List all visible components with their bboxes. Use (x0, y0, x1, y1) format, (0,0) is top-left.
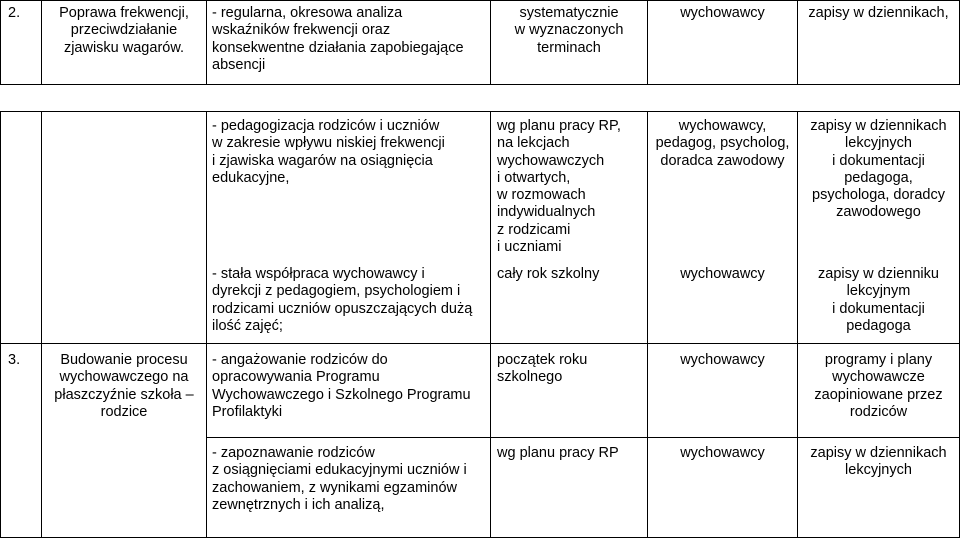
activity-timing (497, 352, 587, 387)
activity-evidence (798, 5, 959, 22)
description-line: rodzicami uczniów opuszczających dużą (212, 300, 473, 317)
description-line: - pedagogizacja rodziców i uczniów (212, 118, 440, 134)
activity-evidence (798, 352, 959, 421)
timing-line: systematycznie (519, 5, 619, 21)
timing-line: w wyznaczonych (514, 22, 624, 39)
evidence-line: pedagoga (846, 317, 911, 334)
col-border-4b (647, 111, 648, 538)
timing-line: na lekcjach (497, 135, 570, 152)
evidence-line: zapisy w dziennikach (810, 445, 947, 461)
timing-line: terminach (537, 39, 601, 56)
description-line: - angażowanie rodziców do (212, 352, 388, 368)
activity-responsible (648, 352, 797, 369)
activity-timing (491, 5, 647, 57)
activity-timing (497, 118, 621, 256)
evidence-line: zawodowego (836, 204, 921, 221)
table-border-bottom (0, 537, 960, 538)
task-line: płaszczyźnie szkoła – (54, 386, 194, 403)
description-line: dyrekcji z pedagogiem, psychologiem i (212, 283, 461, 300)
evidence-line: zapisy w dzienniku (818, 266, 939, 282)
col-border-0 (0, 0, 1, 85)
description-line: i zjawiska wagarów na osiągnięcia (212, 152, 433, 169)
activity-responsible (648, 266, 797, 283)
row-number: 2. (8, 5, 21, 21)
task-line: przeciwdziałanie (70, 22, 178, 39)
activity-evidence (798, 118, 959, 222)
table-border-row3-inner (206, 437, 960, 438)
description-line: konsekwentne działania zapobiegające (212, 39, 464, 56)
evidence-line: i dokumentacji (832, 152, 925, 169)
timing-line: w rozmowach (497, 187, 586, 204)
task-line: rodzice (100, 403, 148, 420)
table-border-top (0, 0, 960, 1)
activity-timing (497, 445, 619, 462)
activity-description (212, 445, 467, 514)
description-line: edukacyjne, (212, 169, 290, 186)
col-border-3b (490, 111, 491, 538)
row-number: 3. (8, 352, 21, 368)
description-line: zewnętrznych i ich analizą, (212, 496, 385, 513)
task-line: Poprawa frekwencji, (59, 5, 189, 21)
timing-line: indywidualnych (497, 204, 596, 221)
evidence-line: lekcyjnych (845, 135, 912, 152)
evidence-line: pedagoga, (844, 169, 913, 186)
table-border-row2-bottom (0, 84, 960, 85)
activity-timing (497, 266, 599, 283)
timing-line: i uczniami (497, 239, 562, 256)
responsible-line: wychowawcy (680, 445, 765, 461)
responsible-line: doradca zawodowy (660, 152, 785, 169)
evidence-line: lekcyjnym (846, 283, 911, 300)
responsible-line: pedagog, psycholog, (655, 135, 790, 152)
task-cell (42, 5, 206, 57)
timing-line: z rodzicami (497, 221, 571, 238)
timing-line: wg planu pracy RP, (497, 118, 621, 134)
evidence-line: wychowawcze (832, 369, 925, 386)
timing-line: cały rok szkolny (497, 266, 600, 282)
description-line: opracowywania Programu (212, 369, 380, 386)
activity-description (212, 352, 471, 421)
activity-evidence (798, 445, 959, 480)
timing-line: i otwartych, (497, 169, 571, 186)
description-line: z osiągnięciami edukacyjnymi uczniów i (212, 462, 467, 479)
description-line: - zapoznawanie rodziców (212, 445, 375, 461)
timing-line: wychowawczych (497, 152, 605, 169)
task-line: zjawisku wagarów. (63, 39, 185, 56)
evidence-line: rodziców (849, 403, 908, 420)
activity-responsible (648, 445, 797, 462)
activity-responsible (648, 5, 797, 22)
description-line: - regularna, okresowa analiza (212, 5, 403, 21)
description-line: absencji (212, 56, 266, 73)
col-border-1b (41, 111, 42, 538)
timing-line: wg planu pracy RP (497, 445, 619, 461)
description-line: Wychowawczego i Szkolnego Programu (212, 386, 471, 403)
responsible-line: wychowawcy, (678, 118, 767, 134)
responsible-line: wychowawcy (680, 352, 765, 368)
activity-evidence (798, 266, 959, 335)
description-line: w zakresie wpływu niskiej frekwencji (212, 135, 445, 152)
responsible-line: wychowawcy (680, 266, 765, 282)
activity-description (212, 266, 472, 335)
timing-line: początek roku (497, 352, 588, 368)
table-border-row3-top (0, 343, 960, 344)
description-line: ilość zajęć; (212, 317, 283, 334)
evidence-line: psychologa, doradcy (812, 187, 945, 204)
task-line: wychowawczego na (59, 369, 189, 386)
evidence-line: i dokumentacji (832, 300, 925, 317)
description-line: zachowaniem, z wynikami egzaminów (212, 479, 457, 496)
task-line: Budowanie procesu (60, 352, 188, 368)
description-line: Profilaktyki (212, 403, 283, 420)
task-cell (42, 352, 206, 421)
table-border-page-break (0, 111, 960, 112)
evidence-line: lekcyjnych (845, 462, 912, 479)
activity-description (212, 5, 464, 74)
evidence-line: zaopiniowane przez (814, 386, 943, 403)
evidence-line: programy i plany (824, 352, 933, 368)
responsible-line: wychowawcy (680, 5, 765, 21)
activity-description (212, 118, 445, 187)
col-border-2 (206, 0, 207, 85)
timing-line: szkolnego (497, 369, 563, 386)
description-line: wskaźników frekwencji oraz (212, 22, 391, 39)
description-line: - stała współpraca wychowawcy i (212, 266, 425, 282)
evidence-line: zapisy w dziennikach, (808, 5, 949, 21)
col-border-0b (0, 111, 1, 538)
activity-responsible (648, 118, 797, 170)
col-border-2b (206, 111, 207, 538)
evidence-line: zapisy w dziennikach (810, 118, 947, 134)
